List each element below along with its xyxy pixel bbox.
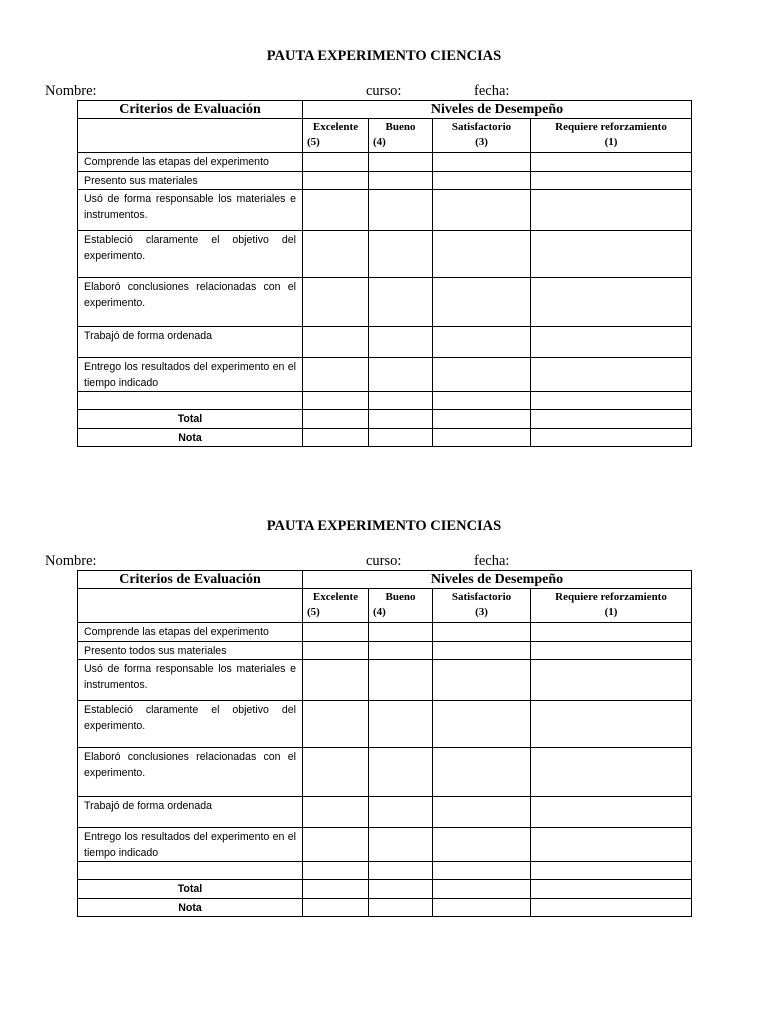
score-cell[interactable] xyxy=(303,190,369,231)
criterion-cell: Entrego los resultados del experimento en el tiempo indicado xyxy=(78,358,303,392)
score-cell[interactable] xyxy=(433,623,531,642)
score-cell[interactable] xyxy=(531,392,692,410)
score-cell[interactable] xyxy=(303,862,369,880)
score-cell[interactable] xyxy=(369,327,433,358)
score-cell[interactable] xyxy=(303,153,369,172)
score-cell[interactable] xyxy=(369,153,433,172)
score-cell[interactable] xyxy=(531,327,692,358)
score-cell[interactable] xyxy=(369,278,433,327)
level-score: (1) xyxy=(604,136,618,148)
nota-cell[interactable] xyxy=(433,899,531,917)
level-name: Satisfactorio xyxy=(451,591,512,603)
nombre-label: Nombre: xyxy=(45,83,97,99)
level-name: Excelente xyxy=(312,591,359,603)
score-cell[interactable] xyxy=(369,172,433,190)
nota-cell[interactable] xyxy=(369,899,433,917)
level-name: Satisfactorio xyxy=(451,121,512,133)
score-cell[interactable] xyxy=(369,797,433,828)
score-cell[interactable] xyxy=(433,862,531,880)
total-cell[interactable] xyxy=(303,410,369,429)
blank-cell xyxy=(78,119,303,153)
level-name: Requiere reforzamiento xyxy=(555,121,667,133)
score-cell[interactable] xyxy=(369,701,433,748)
score-cell[interactable] xyxy=(303,748,369,797)
score-cell[interactable] xyxy=(303,392,369,410)
fecha-label: fecha: xyxy=(474,83,510,99)
curso-label: curso: xyxy=(366,83,402,99)
level-name: Bueno xyxy=(385,591,416,603)
score-cell[interactable] xyxy=(303,623,369,642)
nota-label: Nota xyxy=(78,899,303,917)
total-cell[interactable] xyxy=(531,410,692,429)
score-cell[interactable] xyxy=(433,172,531,190)
criterion-cell: Trabajó de forma ordenada xyxy=(78,797,303,828)
score-cell[interactable] xyxy=(531,623,692,642)
level-score: (3) xyxy=(475,136,488,148)
level-satisfactorio xyxy=(433,589,531,623)
score-cell[interactable] xyxy=(303,797,369,828)
total-label: Total xyxy=(78,880,303,899)
level-name: Requiere reforzamiento xyxy=(555,591,667,603)
score-cell[interactable] xyxy=(531,190,692,231)
level-score: (5) xyxy=(307,606,320,618)
score-cell[interactable] xyxy=(303,660,369,701)
score-cell[interactable] xyxy=(433,358,531,392)
criterion-cell: Elaboró conclusiones relacionadas con el experimento. xyxy=(78,278,303,327)
level-bueno xyxy=(369,589,433,623)
level-bueno xyxy=(369,119,433,153)
form-title: PAUTA EXPERIMENTO CIENCIAS xyxy=(266,518,502,534)
criterion-cell: Usó de forma responsable los materiales e instrumentos. xyxy=(78,660,303,701)
score-cell[interactable] xyxy=(531,172,692,190)
score-cell[interactable] xyxy=(303,701,369,748)
criterion-cell: Comprende las etapas del experimento xyxy=(78,153,303,172)
score-cell[interactable] xyxy=(303,278,369,327)
rubric-table xyxy=(77,100,692,447)
nota-cell[interactable] xyxy=(531,429,692,447)
rubric-table xyxy=(77,570,692,917)
score-cell[interactable] xyxy=(303,358,369,392)
score-cell[interactable] xyxy=(303,231,369,278)
score-cell[interactable] xyxy=(433,327,531,358)
total-cell[interactable] xyxy=(531,880,692,899)
criterion-cell: Presento sus materiales xyxy=(78,172,303,190)
level-score: (5) xyxy=(307,136,320,148)
score-cell[interactable] xyxy=(433,278,531,327)
score-cell[interactable] xyxy=(303,172,369,190)
criterion-cell: Entrego los resultados del experimento en el tiempo indicado xyxy=(78,828,303,862)
nota-cell[interactable] xyxy=(531,899,692,917)
score-cell[interactable] xyxy=(433,797,531,828)
blank-cell xyxy=(78,589,303,623)
level-requiere-reforzamiento xyxy=(531,119,692,153)
score-cell[interactable] xyxy=(531,278,692,327)
score-cell[interactable] xyxy=(531,231,692,278)
level-name: Bueno xyxy=(385,121,416,133)
criterion-cell: Presento todos sus materiales xyxy=(78,642,303,660)
score-cell[interactable] xyxy=(369,358,433,392)
nota-cell[interactable] xyxy=(303,429,369,447)
score-cell[interactable] xyxy=(369,660,433,701)
levels-header: Niveles de Desempeño xyxy=(303,571,692,589)
score-cell[interactable] xyxy=(531,748,692,797)
total-cell[interactable] xyxy=(303,880,369,899)
score-cell[interactable] xyxy=(369,862,433,880)
curso-label: curso: xyxy=(366,553,402,569)
level-excelente xyxy=(303,119,369,153)
criterion-cell: Estableció claramente el objetivo del experimento. xyxy=(78,231,303,278)
total-label: Total xyxy=(78,410,303,429)
score-cell[interactable] xyxy=(531,797,692,828)
score-cell[interactable] xyxy=(433,190,531,231)
score-cell[interactable] xyxy=(531,862,692,880)
criterion-cell: Elaboró conclusiones relacionadas con el experimento. xyxy=(78,748,303,797)
level-requiere-reforzamiento xyxy=(531,589,692,623)
level-score: (3) xyxy=(475,606,488,618)
score-cell[interactable] xyxy=(369,623,433,642)
score-cell[interactable] xyxy=(531,660,692,701)
score-cell[interactable] xyxy=(369,190,433,231)
criterion-cell: Estableció claramente el objetivo del experimento. xyxy=(78,701,303,748)
nota-cell[interactable] xyxy=(303,899,369,917)
score-cell[interactable] xyxy=(303,828,369,862)
score-cell[interactable] xyxy=(531,701,692,748)
levels-header: Niveles de Desempeño xyxy=(303,101,692,119)
score-cell[interactable] xyxy=(531,828,692,862)
score-cell[interactable] xyxy=(433,828,531,862)
level-name: Excelente xyxy=(312,121,359,133)
score-cell[interactable] xyxy=(303,327,369,358)
level-score: (1) xyxy=(604,606,618,618)
score-cell[interactable] xyxy=(369,392,433,410)
score-cell[interactable] xyxy=(433,660,531,701)
nota-label: Nota xyxy=(78,429,303,447)
criterion-cell: Trabajó de forma ordenada xyxy=(78,327,303,358)
total-cell[interactable] xyxy=(433,880,531,899)
score-cell[interactable] xyxy=(433,231,531,278)
score-cell[interactable] xyxy=(433,153,531,172)
criterion-cell: Comprende las etapas del experimento xyxy=(78,623,303,642)
fecha-label: fecha: xyxy=(474,553,510,569)
score-cell[interactable] xyxy=(531,358,692,392)
level-excelente xyxy=(303,589,369,623)
criteria-header: Criterios de Evaluación xyxy=(78,101,303,119)
score-cell[interactable] xyxy=(303,642,369,660)
total-cell[interactable] xyxy=(433,410,531,429)
criterion-cell: Usó de forma responsable los materiales e instrumentos. xyxy=(78,190,303,231)
nota-cell[interactable] xyxy=(433,429,531,447)
total-cell[interactable] xyxy=(369,880,433,899)
score-cell[interactable] xyxy=(531,153,692,172)
score-cell[interactable] xyxy=(433,701,531,748)
score-cell[interactable] xyxy=(433,392,531,410)
score-cell[interactable] xyxy=(433,642,531,660)
form-title: PAUTA EXPERIMENTO CIENCIAS xyxy=(266,48,502,64)
level-score: (4) xyxy=(373,606,386,618)
level-score: (4) xyxy=(373,136,386,148)
score-cell[interactable] xyxy=(433,748,531,797)
score-cell[interactable] xyxy=(369,231,433,278)
criteria-header: Criterios de Evaluación xyxy=(78,571,303,589)
score-cell[interactable] xyxy=(531,642,692,660)
score-cell[interactable] xyxy=(369,748,433,797)
criterion-cell xyxy=(78,392,303,410)
score-cell[interactable] xyxy=(369,828,433,862)
criterion-cell xyxy=(78,862,303,880)
nota-cell[interactable] xyxy=(369,429,433,447)
score-cell[interactable] xyxy=(369,642,433,660)
nombre-label: Nombre: xyxy=(45,553,97,569)
total-cell[interactable] xyxy=(369,410,433,429)
level-satisfactorio xyxy=(433,119,531,153)
